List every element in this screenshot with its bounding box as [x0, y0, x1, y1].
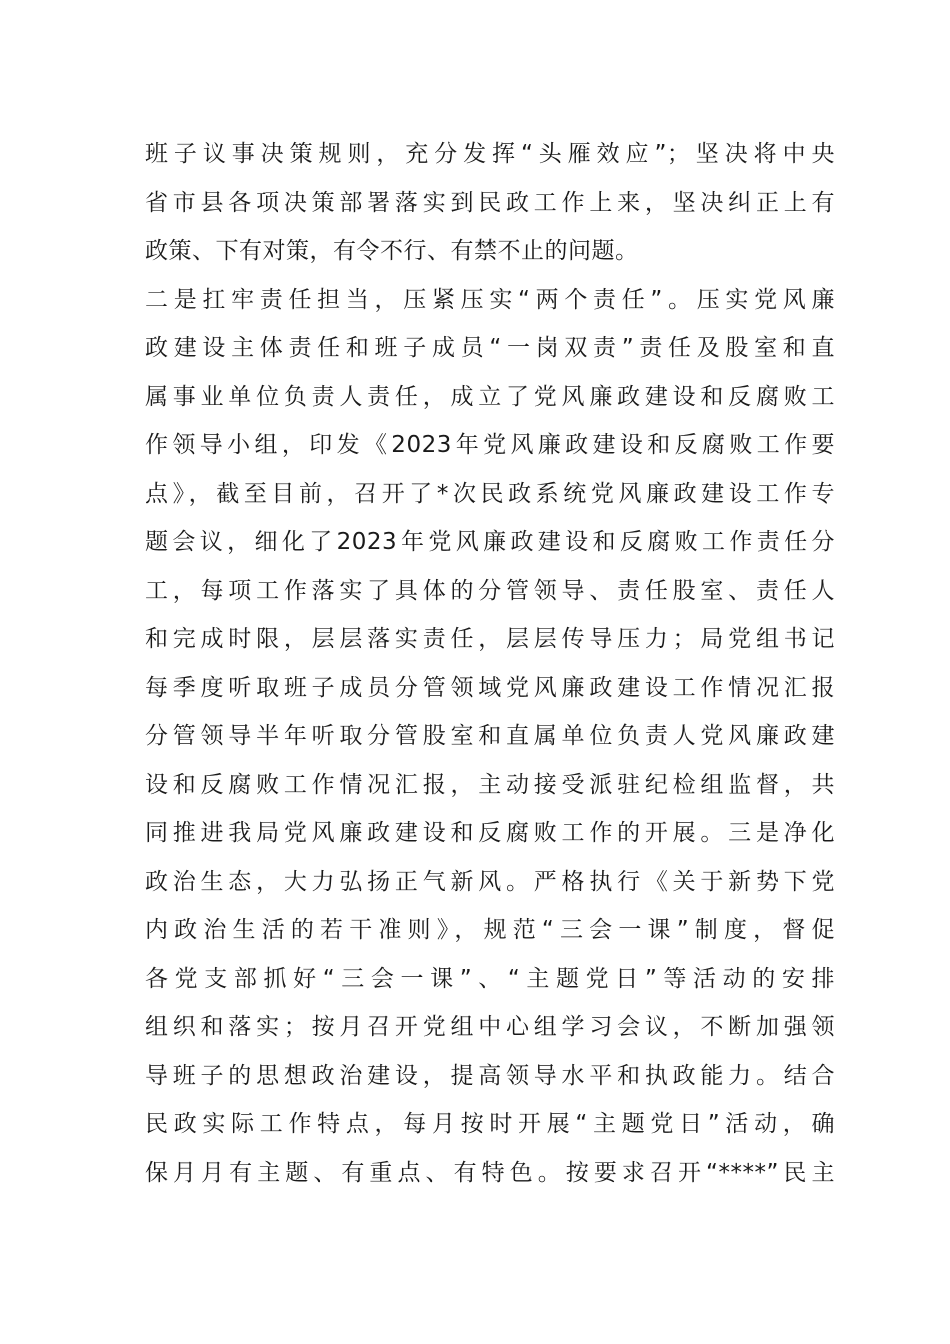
- text-line: 属事业单位负责人责任，成立了党风廉政建设和反腐败工: [145, 383, 835, 410]
- text-line: 作领导小组，印发《2023年党风廉政建设和反腐败工作要: [145, 432, 835, 458]
- text-line: 题会议，细化了2023年党风廉政建设和反腐败工作责任分: [145, 529, 835, 555]
- text-line: 内政治生活的若干准则》，规范“三会一课”制度，督促: [145, 917, 835, 943]
- text-line: 各党支部抓好“三会一课”、“主题党日”等活动的安排: [145, 965, 835, 992]
- text-line: 政策、下有对策，有令不行、有禁不止的问题。: [145, 238, 639, 264]
- text-line: 政建设主体责任和班子成员“一岗双责”责任及股室和直: [145, 335, 835, 361]
- text-line: 政治生态，大力弘扬正气新风。严格执行《关于新势下党: [145, 868, 835, 895]
- text-line: 每季度听取班子成员分管领域党风廉政建设工作情况汇报: [145, 674, 835, 701]
- text-line: 设和反腐败工作情况汇报，主动接受派驻纪检组监督，共: [145, 771, 835, 798]
- text-line: 二是扛牢责任担当，压紧压实“两个责任”。压实党风廉: [145, 286, 835, 313]
- text-line: 和完成时限，层层落实责任，层层传导压力；局党组书记: [145, 626, 835, 652]
- text-line: 民政实际工作特点，每月按时开展“主题党日”活动，确: [145, 1111, 835, 1137]
- text-line: 省市县各项决策部署落实到民政工作上来，坚决纠正上有: [145, 189, 835, 216]
- text-line: 点》，截至目前，召开了*次民政系统党风廉政建设工作专: [145, 480, 835, 507]
- body-text: [145, 130, 835, 1197]
- text-line: 班子议事决策规则，充分发挥“头雁效应”；坚决将中央: [145, 141, 835, 167]
- text-line: 保月月有主题、有重点、有特色。按要求召开“****”民主: [145, 1159, 835, 1186]
- text-line: 导班子的思想政治建设，提高领导水平和执政能力。结合: [145, 1062, 835, 1089]
- text-line: 同推进我局党风廉政建设和反腐败工作的开展。三是净化: [145, 820, 835, 846]
- text-line: 分管领导半年听取分管股室和直属单位负责人党风廉政建: [145, 723, 835, 749]
- text-line: 组织和落实；按月召开党组中心组学习会议，不断加强领: [145, 1014, 835, 1040]
- text-line: 工，每项工作落实了具体的分管领导、责任股室、责任人: [145, 577, 835, 604]
